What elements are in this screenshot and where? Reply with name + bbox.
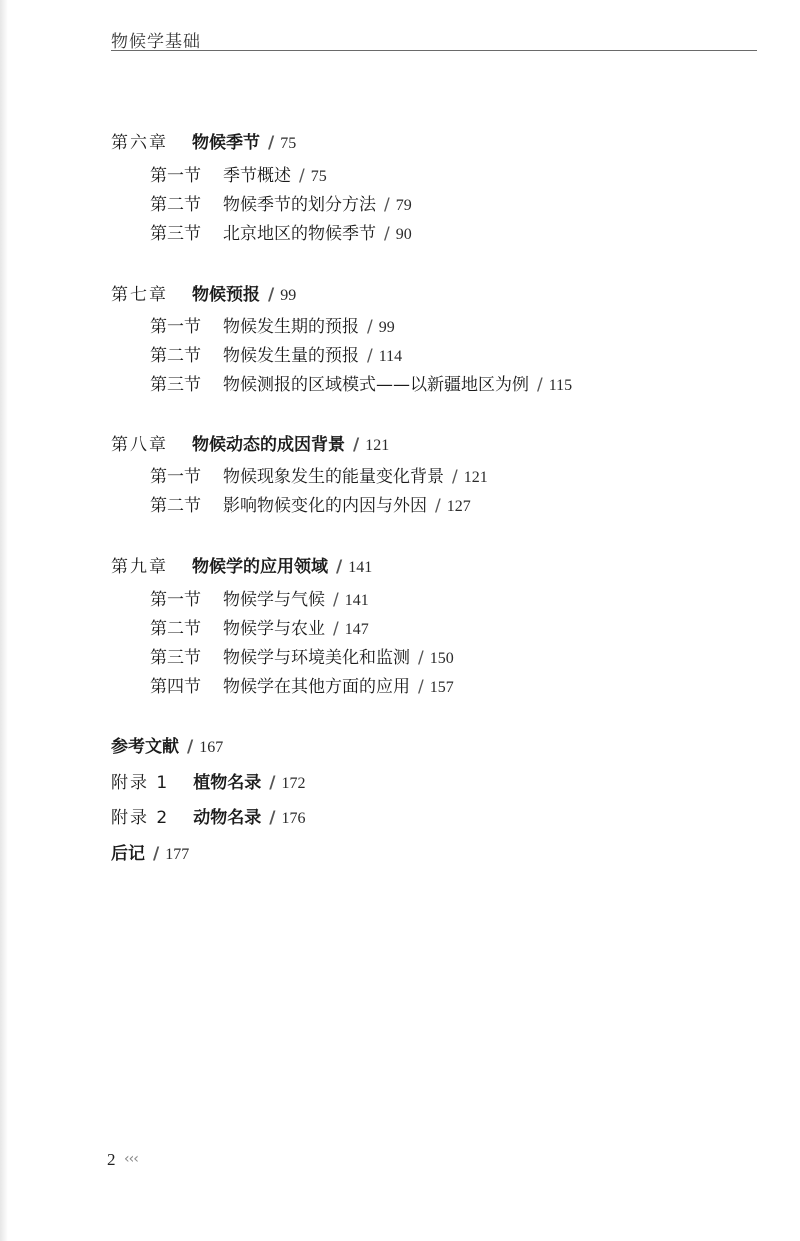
- separator-slash: /: [452, 467, 458, 487]
- toc-chapter-7[interactable]: [111, 285, 296, 306]
- section-title: 物候学与气候: [223, 590, 325, 610]
- section-title: 物候发生量的预报: [223, 346, 359, 366]
- section-title: 物候现象发生的能量变化背景: [223, 467, 444, 487]
- page-number: 75: [280, 135, 297, 152]
- references-title: 参考文献: [111, 737, 179, 757]
- page-number: 147: [344, 621, 369, 638]
- page-number: 167: [199, 739, 224, 756]
- separator-slash: /: [384, 195, 390, 215]
- chapter-title: 物候预报: [192, 285, 260, 305]
- chapter-number: 第九章: [111, 557, 168, 577]
- running-head: 物候学基础: [111, 32, 201, 52]
- section-number: 第二节: [150, 619, 201, 639]
- section-title: 物候季节的划分方法: [223, 195, 376, 215]
- section-title: 物候学与农业: [223, 619, 325, 639]
- appendix-title: 植物名录: [193, 773, 262, 793]
- page-number: 115: [548, 377, 573, 394]
- toc-section-7-2[interactable]: [150, 346, 402, 367]
- page-number: 75: [310, 168, 327, 185]
- toc-chapter-6[interactable]: [111, 133, 296, 154]
- chapter-number: 第八章: [111, 435, 168, 455]
- toc-section-9-3[interactable]: [150, 648, 454, 669]
- toc-section-9-2[interactable]: [150, 619, 369, 640]
- separator-slash: /: [268, 133, 275, 153]
- chapter-title: 物候季节: [192, 133, 260, 153]
- chapter-title: 物候学的应用领域: [192, 557, 328, 577]
- section-number: 第二节: [150, 346, 201, 366]
- page-number: 177: [165, 846, 190, 863]
- separator-slash: /: [269, 808, 276, 828]
- section-number: 第一节: [150, 590, 201, 610]
- separator-slash: /: [268, 285, 275, 305]
- separator-slash: /: [333, 590, 339, 610]
- separator-slash: /: [336, 557, 343, 577]
- toc-section-9-4[interactable]: [150, 677, 454, 698]
- chapter-title: 物候动态的成因背景: [192, 435, 345, 455]
- separator-slash: /: [418, 677, 424, 697]
- separator-slash: /: [153, 844, 160, 864]
- page-number: 157: [429, 679, 454, 696]
- appendix-title: 动物名录: [193, 808, 262, 828]
- page-number: 150: [429, 650, 454, 667]
- separator-slash: /: [435, 496, 441, 516]
- separator-slash: /: [333, 619, 339, 639]
- toc-section-7-3[interactable]: [150, 375, 572, 396]
- toc-references[interactable]: [111, 737, 223, 758]
- toc-section-9-1[interactable]: [150, 590, 369, 611]
- page-number: 99: [280, 287, 297, 304]
- toc-postscript[interactable]: [111, 844, 189, 865]
- section-title: 物候学与环境美化和监测: [223, 648, 410, 668]
- folio-chevron-mark: ‹‹‹: [124, 1151, 138, 1167]
- toc-appendix-1[interactable]: [111, 773, 305, 794]
- toc-section-8-1[interactable]: [150, 467, 488, 488]
- chapter-number: 第七章: [111, 285, 168, 305]
- page-number: 176: [281, 810, 306, 827]
- section-title: 季节概述: [223, 166, 291, 186]
- toc-chapter-8[interactable]: [111, 435, 389, 456]
- separator-slash: /: [353, 435, 360, 455]
- page-number: 127: [446, 498, 471, 515]
- page-number: 90: [395, 226, 412, 243]
- page-number: 114: [378, 348, 403, 365]
- appendix-number: 附录 1: [111, 773, 170, 793]
- toc-section-7-1[interactable]: [150, 317, 395, 338]
- page-number: 79: [395, 197, 412, 214]
- section-number: 第四节: [150, 677, 201, 697]
- separator-slash: /: [418, 648, 424, 668]
- section-number: 第一节: [150, 317, 201, 337]
- page-number: 121: [463, 469, 488, 486]
- chapter-number: 第六章: [111, 133, 168, 153]
- section-number: 第二节: [150, 195, 201, 215]
- separator-slash: /: [299, 166, 305, 186]
- page-number: 99: [378, 319, 395, 336]
- section-title: 物候发生期的预报: [223, 317, 359, 337]
- separator-slash: /: [367, 346, 373, 366]
- section-number: 第一节: [150, 467, 201, 487]
- appendix-number: 附录 2: [111, 808, 170, 828]
- separator-slash: /: [537, 375, 543, 395]
- toc-section-8-2[interactable]: [150, 496, 471, 517]
- toc-section-6-3[interactable]: [150, 224, 412, 245]
- page-number: 141: [348, 559, 373, 576]
- page-number: 141: [344, 592, 369, 609]
- section-title: 影响物候变化的内因与外因: [223, 496, 427, 516]
- section-title: 北京地区的物候季节: [223, 224, 376, 244]
- separator-slash: /: [269, 773, 276, 793]
- separator-slash: /: [367, 317, 373, 337]
- folio-page-number: 2: [107, 1150, 116, 1169]
- toc-appendix-2[interactable]: [111, 808, 305, 829]
- section-number: 第一节: [150, 166, 201, 186]
- section-title: 物候测报的区域模式——以新疆地区为例: [223, 375, 529, 395]
- section-title: 物候学在其他方面的应用: [223, 677, 410, 697]
- toc-chapter-9[interactable]: [111, 557, 372, 578]
- section-number: 第三节: [150, 224, 201, 244]
- separator-slash: /: [384, 224, 390, 244]
- separator-slash: /: [187, 737, 194, 757]
- page-number: 121: [365, 437, 390, 454]
- postscript-title: 后记: [111, 844, 145, 864]
- section-number: 第三节: [150, 648, 201, 668]
- toc-section-6-1[interactable]: [150, 166, 327, 187]
- section-number: 第二节: [150, 496, 201, 516]
- page-number: 172: [281, 775, 306, 792]
- section-number: 第三节: [150, 375, 201, 395]
- toc-section-6-2[interactable]: [150, 195, 412, 216]
